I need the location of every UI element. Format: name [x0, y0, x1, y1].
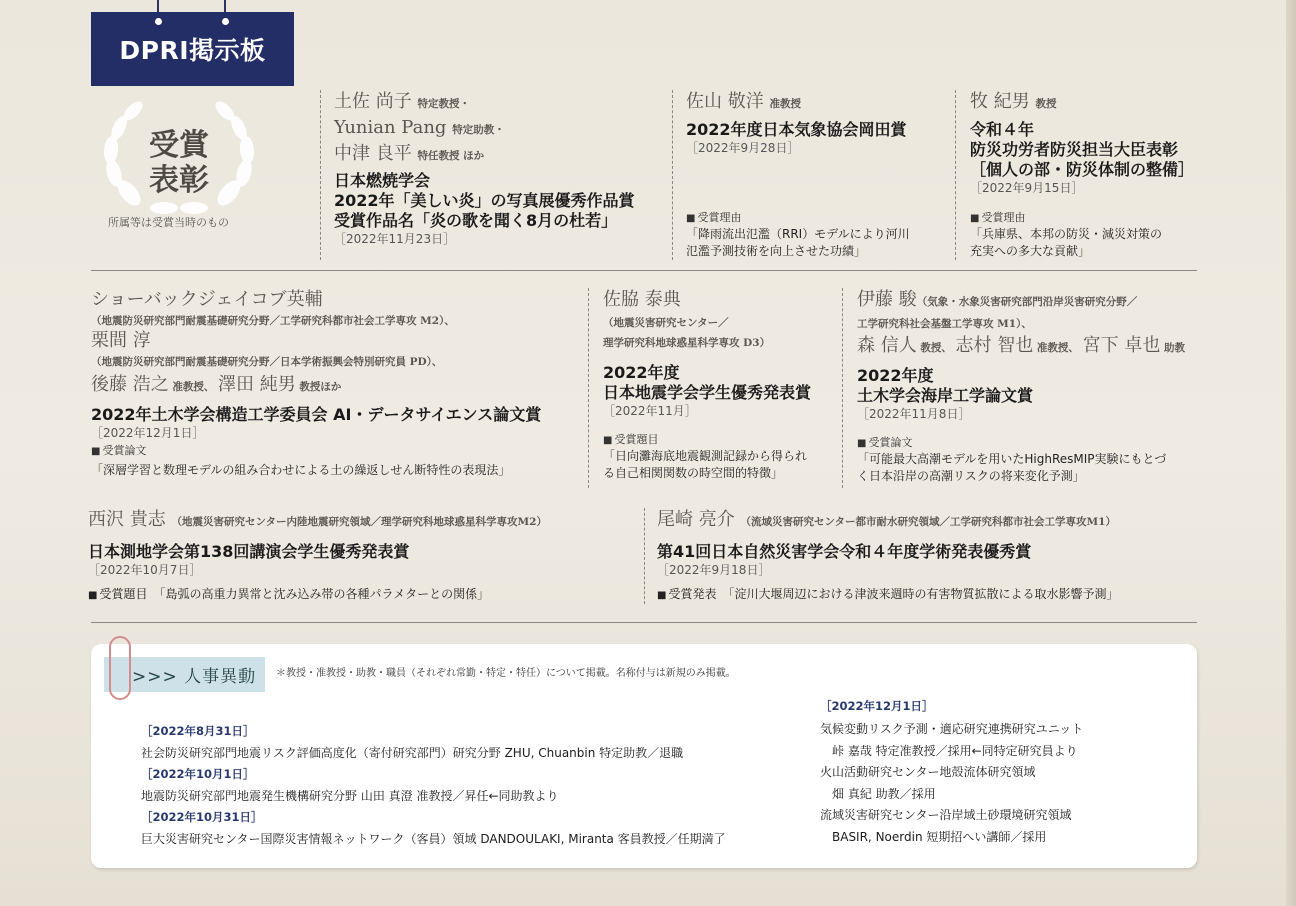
award-entry [334, 90, 635, 247]
reason-label: ■ 受賞論文 [857, 435, 1185, 451]
award-title: 2022年度 [857, 366, 934, 385]
award-title: ［個人の部・防災体制の整備］ [970, 160, 1195, 179]
reason-text: く日本沿岸の高潮リスクの将来変化予測」 [857, 469, 1085, 483]
pin-icon [155, 18, 162, 25]
award-entry [970, 90, 1194, 260]
recipient-line: ショーバックジェイコブ英輔 [91, 289, 323, 310]
award-date: ［2022年11月8日］ [857, 407, 971, 421]
recipient-line: 佐山 敬洋 准教授 [686, 91, 801, 112]
divider [955, 90, 956, 260]
award-title: 令和４年 [970, 120, 1035, 139]
affiliation-line: （地震防災研究部門耐震基礎研究分野／日本学術振興会特別研究員 PD）、 [91, 356, 443, 368]
award-entry [857, 288, 1185, 485]
reason-text: 「可能最大高潮モデルを用いたHighResMIP実験にもとづ [857, 452, 1167, 466]
recipient-line: 西沢 貴志 （地震災害研究センター内陸地震研究領域／理学研究科地球惑星科学専攻M2） [88, 509, 547, 530]
recipient-line: 栗間 淳 [91, 330, 151, 351]
affiliation-line: 工学研究科社会基盤工学専攻 M1）、 [857, 318, 1032, 330]
award-title: 2022年度 [603, 363, 680, 382]
award-date: ［2022年12月1日］ [91, 426, 205, 440]
reason-label: ■ 受賞題目 [603, 432, 811, 448]
paperclip-icon [109, 636, 131, 700]
personnel-line: 火山活動研究センター地殻流体研究領域 [820, 765, 1036, 779]
row-divider [91, 622, 1197, 623]
recipient-line: 後藤 浩之 准教授、 澤田 純男 教授ほか [91, 374, 342, 395]
reason-text: 「降雨流出氾濫（RRI）モデルにより河川 [686, 227, 910, 241]
award-title: 2022年度日本気象協会岡田賞 [686, 120, 907, 139]
board-title-text: DPRI掲示板 [119, 36, 266, 65]
personnel-date: ［2022年10月31日］ [141, 810, 263, 824]
award-title: 2022年「美しい炎」の写真展優秀作品賞 [334, 191, 635, 210]
recipient-line: 牧 紀男 教授 [970, 91, 1057, 112]
award-date: ［2022年11月23日］ [334, 232, 456, 246]
recipient-line: 佐脇 泰典 [603, 289, 681, 310]
reason-label: ■ 受賞理由 [686, 210, 910, 226]
award-laurel-icon [99, 98, 259, 218]
award-title: 土木学会海岸工学論文賞 [857, 386, 1034, 405]
award-entry [686, 90, 910, 260]
award-entry [657, 508, 1119, 604]
board-title [91, 12, 294, 86]
award-title: 2022年土木学会構造工学委員会 AI・データサイエンス論文賞 [91, 405, 542, 424]
affiliation-line: （地震災害研究センター／ [603, 317, 729, 329]
personnel-note: ＊教授・准教授・助教・職員（それぞれ常勤・特定・特任）について掲載。名称付与は新規のみ掲載。 [276, 668, 736, 679]
reason-label: ■ 受賞論文 [91, 443, 541, 459]
award-entry [88, 508, 547, 604]
personnel-line: 気候変動リスク予測・適応研究連携研究ユニット [820, 722, 1084, 736]
personnel-date: ［2022年12月1日］ [820, 699, 934, 713]
reason-text: 氾濫予測技術を向上させた功績」 [686, 244, 867, 258]
recipient-line: 尾崎 亮介 （流域災害研究センター都市耐水研究領域／工学研究科都市社会工学専攻M1） [657, 509, 1116, 530]
recipient-line: 森 信人 教授、 志村 智也 准教授、 宮下 卓也 助教 [857, 335, 1185, 356]
personnel-line: 流域災害研究センター沿岸域土砂環境研究領域 [820, 808, 1072, 822]
award-entry [91, 288, 541, 479]
divider [588, 288, 589, 488]
divider [320, 90, 321, 260]
row-divider [91, 270, 1197, 271]
badge-line2: 表彰 [149, 163, 209, 198]
personnel-line: 地震防災研究部門地震発生機構研究分野 山田 真澄 准教授／昇任←同助教より [141, 789, 559, 803]
recipient-line: 伊藤 駿（気象・水象災害研究部門沿岸災害研究分野／ [857, 289, 1138, 310]
reason-text: ■ 受賞発表 「淀川大堰周辺における津波来週時の有害物質拡散による取水影響予測」 [657, 586, 1119, 604]
award-title: 日本測地学会第138回講演会学生優秀発表賞 [88, 542, 410, 561]
divider [672, 90, 673, 260]
board-edge [1286, 0, 1296, 906]
personnel-date: ［2022年10月1日］ [141, 767, 255, 781]
award-title: 日本地震学会学生優秀発表賞 [603, 383, 812, 402]
personnel-line: 畑 真紀 助教／採用 [820, 787, 936, 801]
divider [644, 508, 645, 604]
reason-text: 「日向灘海底地震観測記録から得られ [603, 449, 808, 463]
reason-text: ■ 受賞題目 「島弧の高重力異常と沈み込み帯の各種パラメターとの関係」 [88, 586, 547, 604]
affiliation-line: 理学研究科地球惑星科学専攻 D3） [603, 337, 771, 349]
personnel-line: BASIR, Noerdin 短期招へい講師／採用 [820, 830, 1047, 844]
personnel-line: 巨大災害研究センター国際災害情報ネットワーク（客員）領域 DANDOULAKI, Miranta 客員教授／任期満了 [141, 832, 726, 846]
award-title: 第41回日本自然災害学会令和４年度学術発表優秀賞 [657, 542, 1032, 561]
award-title: 防災功労者防災担当大臣表彰 [970, 140, 1179, 159]
badge-line1: 受賞 [149, 128, 209, 163]
award-title: 受賞作品名「炎の歌を聞く8月の杜若」 [334, 211, 618, 230]
award-date: ［2022年9月28日］ [686, 141, 800, 155]
divider [842, 288, 843, 488]
award-date: ［2022年9月15日］ [970, 181, 1084, 195]
recipient-line: 土佐 尚子 特定教授・ [334, 91, 470, 112]
personnel-date: ［2022年8月31日］ [141, 724, 255, 738]
award-date: ［2022年9月18日］ [657, 563, 771, 577]
award-date: ［2022年11月］ [603, 404, 697, 418]
reason-text: 充実への多大な貢献」 [970, 244, 1091, 258]
personnel-line: 社会防災研究部門地震リスク評価高度化（寄付研究部門）研究分野 ZHU, Chuanbin 特定助教／退職 [141, 746, 684, 760]
reason-label: ■ 受賞理由 [970, 210, 1194, 226]
reason-text: 「深層学習と数理モデルの組み合わせによる土の繰返しせん断特性の表現法」 [91, 463, 511, 477]
award-entry [603, 288, 811, 482]
badge-note: 所属等は受賞当時のもの [108, 216, 229, 229]
affiliation-line: （地震防災研究部門耐震基礎研究分野／工学研究科都市社会工学専攻 M2）、 [91, 315, 455, 327]
reason-text: る自己相関関数の時空間的特徴」 [603, 466, 784, 480]
award-date: ［2022年10月7日］ [88, 563, 202, 577]
recipient-line: 中津 良平 特任教授 ほか [334, 143, 485, 164]
recipient-line: Yunian Pang 特定助教・ [334, 117, 505, 138]
personnel-line: 峠 嘉哉 特定准教授／採用←同特定研究員より [820, 744, 1078, 758]
award-title: 日本燃焼学会 [334, 171, 431, 190]
personnel-tab: >>> 人事異動 [104, 657, 265, 692]
reason-text: 「兵庫県、本邦の防災・減災対策の [970, 227, 1163, 241]
pin-icon [222, 18, 229, 25]
